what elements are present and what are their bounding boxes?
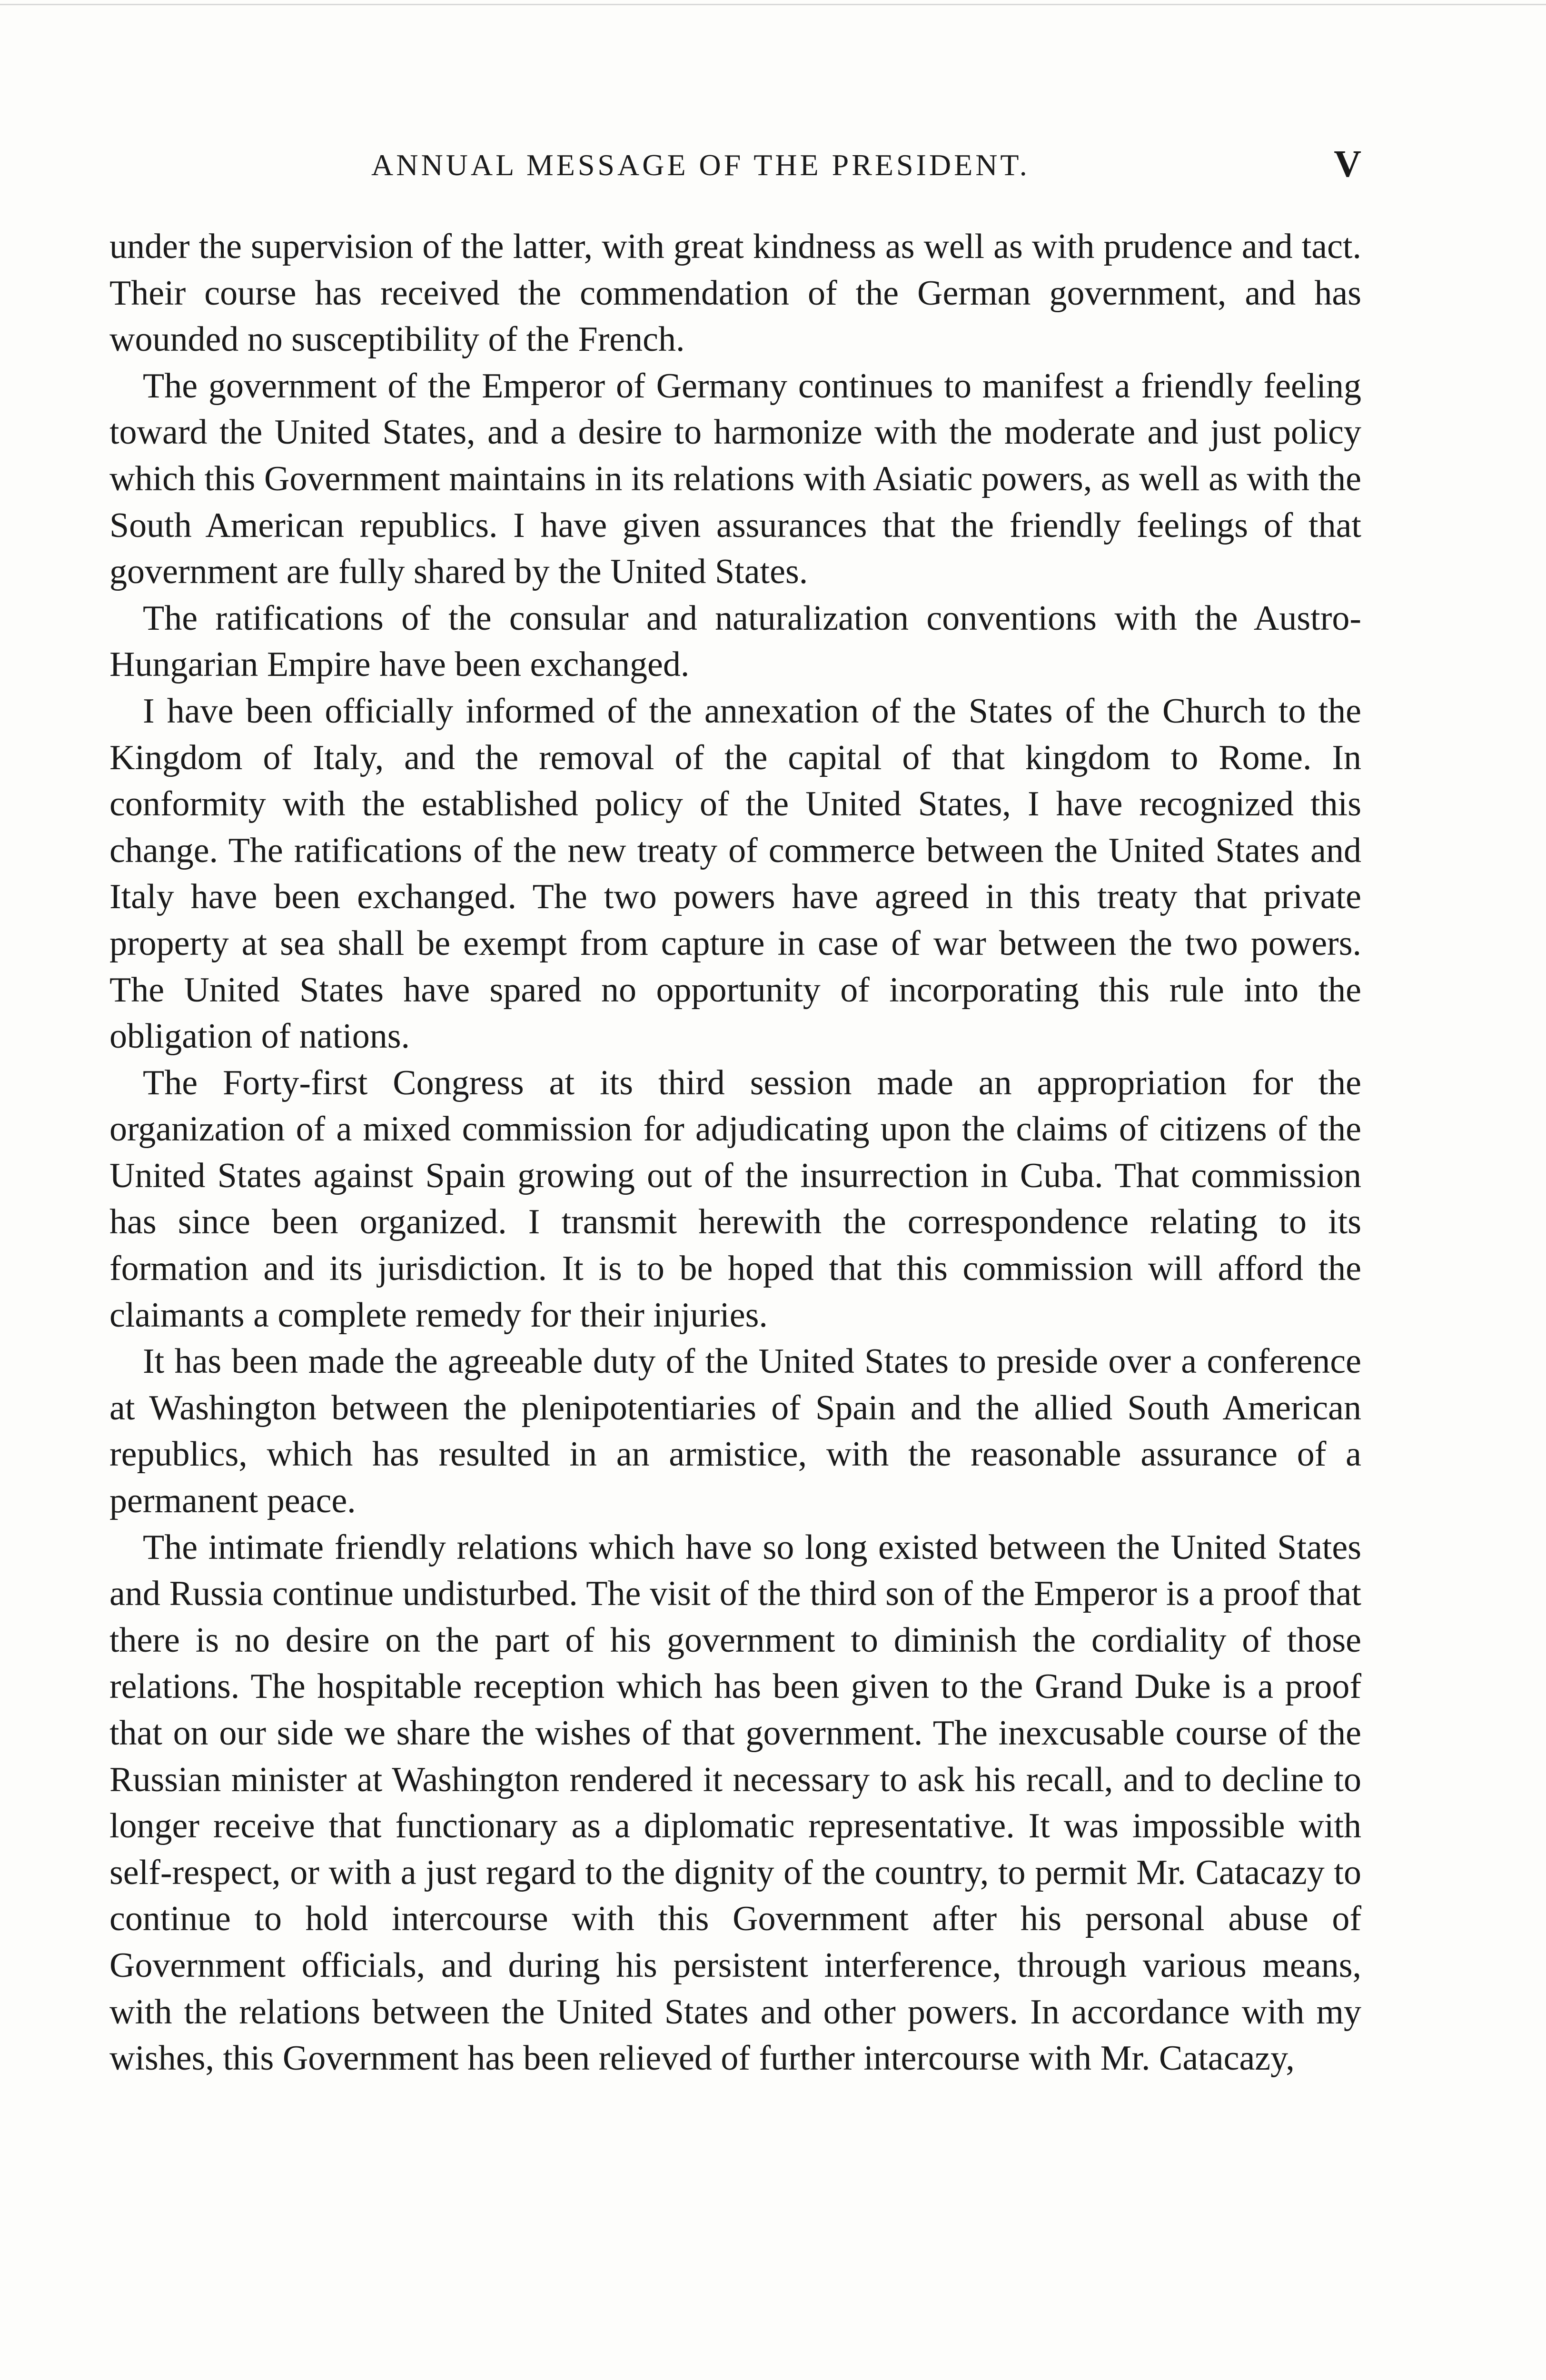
top-edge-rule xyxy=(0,4,1546,5)
page-number: V xyxy=(1334,143,1361,185)
running-title: ANNUAL MESSAGE OF THE PRESIDENT. xyxy=(371,148,1030,182)
paragraph-austro-hungarian: The ratifications of the consular and naturalization conventions with the Austro-Hungarian Empire have been exchanged. xyxy=(109,598,1361,684)
body-text xyxy=(109,224,1361,2082)
paragraph-washington-conference: It has been made the agreeable duty of the United States to preside over a conference at Washington between the plenipotentiaries of Spain and the allied South American republics, which has resulted in an armistice, with the reasonable assurance of a permanent peace. xyxy=(109,1342,1361,1521)
paragraph-russia: The intimate friendly relations which have so long existed between the United States and Russia continue undisturbed. The visit of the third son of the Emperor is a proof that there is no desire on the part of his government to diminish the cordiality of those relations. The hospitable reception which has been given to the Grand Duke is a proof that on our side we share the wishes of that government. The inexcusable course of the Russian minister at Washington rendered it necessary to ask his recall, and to decline to longer receive that functionary as a diplomatic representative. It was impossible with self-respect, or with a just regard to the dignity of the country, to permit Mr. Catacazy to continue to hold intercourse with this Government after his personal abuse of Government officials, and during his persistent interference, through various means, with the relations between the United States and other powers. In accordance with my wishes, this Government has been relieved of further intercourse with Mr. Catacazy, xyxy=(109,1527,1361,2078)
paragraph-italy: I have been officially informed of the annexation of the States of the Church to the Kingdom of Italy, and the removal of the capital of that kingdom to Rome. In conformity with the established policy of the United States, I have recognized this change. The ratifications of the new treaty of commerce between the United States and Italy have been exchanged. The two powers have agreed in this treaty that private property at sea shall be exempt from capture in case of war between the two powers. The United States have spared no opportunity of incorporating this rule into the obligation of nations. xyxy=(109,691,1361,1056)
paragraph-spain-commission: The Forty-first Congress at its third session made an appropriation for the organization of a mixed commission for adjudicating upon the claims of citizens of the United States against Spain growing out of the insurrection in Cuba. That commission has since been organized. I transmit herewith the correspondence relating to its formation and its jurisdiction. It is to be hoped that this commission will afford the claimants a complete remedy for their injuries. xyxy=(109,1063,1361,1335)
running-head xyxy=(114,143,1361,195)
paragraph-continued: under the supervision of the latter, with great kindness as well as with prudence and tact. Their course has received the commendation of the German government, and has wounded no susceptibility of the French. xyxy=(109,227,1361,359)
paragraph-germany: The government of the Emperor of Germany continues to manifest a friendly feeling toward the United States, and a desire to harmonize with the moderate and just policy which this Government maintains in its relations with Asiatic powers, as well as with the South American republics. I have given assurances that the friendly feelings of that government are fully shared by the United States. xyxy=(109,366,1361,592)
